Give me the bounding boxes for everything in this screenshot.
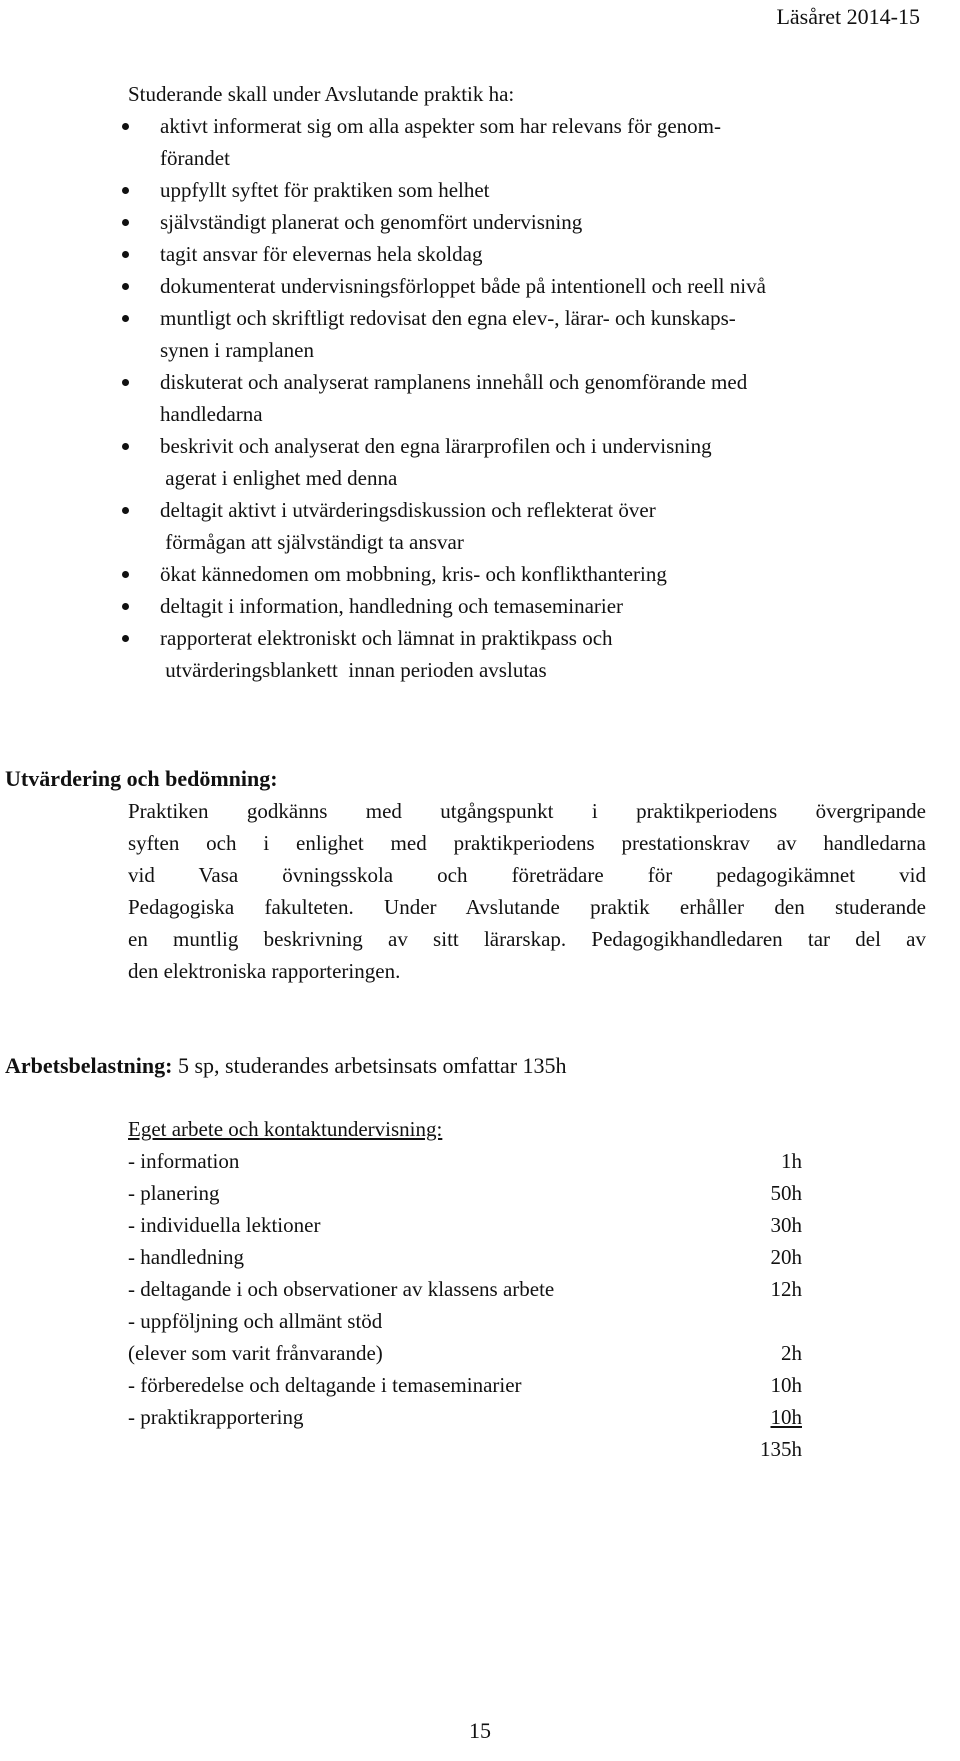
list-item: uppfyllt syftet för praktiken som helhet [0, 174, 940, 206]
list-item: självständigt planerat och genomfört undervisning [0, 206, 940, 238]
table-row: - förberedelse och deltagande i temaseminarier 10h [128, 1373, 802, 1397]
table-row-total: 135h [760, 1437, 802, 1461]
table-row: (elever som varit frånvarande) 2h [128, 1341, 802, 1365]
evaluation-heading: Utvärdering och bedömning: [5, 766, 278, 791]
list-item: muntligt och skriftligt redovisat den egna elev-, lärar- och kunskaps- synen i ramplanen [0, 302, 940, 366]
list-item: dokumenterat undervisningsförloppet både på intentionell och reell nivå [0, 270, 940, 302]
table-row: - planering 50h [128, 1181, 802, 1205]
evaluation-text: Praktiken godkänns med utgångspunkt i praktikperiodens övergripande syften och i enlighet med praktikperiodens prestationskrav av handledarna vid Vasa övningsskola och företrädare för pedagogikämnet vid Pedagogiska fakulteten. Under Avslutande praktik erhåller den studerande en muntlig beskrivning av sitt lärarskap. Pedagogikhandledaren tar del av den elektroniska rapporteringen. [128, 799, 926, 983]
workload-text: 5 sp, studerandes arbetsinsats omfattar 135h [172, 1053, 567, 1078]
hours-table [128, 1113, 828, 1465]
list-item: deltagit i information, handledning och temaseminarier [0, 590, 940, 622]
page-number: 15 [469, 1718, 491, 1743]
table-row: - information 1h [128, 1149, 802, 1173]
list-item: ökat kännedomen om mobbning, kris- och konflikthantering [0, 558, 940, 590]
table-row: - praktikrapportering 10h [128, 1405, 802, 1429]
list-item: rapporterat elektroniskt och lämnat in praktikpass och utvärderingsblankett innan perioden avslutas [0, 622, 940, 686]
table-row: - individuella lektioner 30h [128, 1213, 802, 1237]
workload-line [5, 1050, 567, 1082]
header-year: Läsåret 2014-15 [776, 4, 920, 29]
list-item: deltagit aktivt i utvärderingsdiskussion och reflekterat över förmågan att självständigt ta ansvar [0, 494, 940, 558]
table-row: - uppföljning och allmänt stöd [128, 1309, 383, 1333]
workload-label: Arbetsbelastning: [5, 1053, 173, 1078]
table-row: - handledning 20h [128, 1245, 802, 1269]
list-item: aktivt informerat sig om alla aspekter som har relevans för genom- förandet [0, 110, 940, 174]
hours-title: Eget arbete och kontaktundervisning: [128, 1117, 443, 1141]
list-item: diskuterat och analyserat ramplanens innehåll och genomförande med handledarna [0, 366, 940, 430]
list-item: beskrivit och analyserat den egna lärarprofilen och i undervisning agerat i enlighet med denna [0, 430, 940, 494]
requirements-list [0, 110, 960, 686]
list-item: tagit ansvar för elevernas hela skoldag [0, 238, 940, 270]
intro-text: Studerande skall under Avslutande praktik ha: [128, 82, 515, 106]
table-row: - deltagande i och observationer av klassens arbete 12h [128, 1277, 802, 1301]
